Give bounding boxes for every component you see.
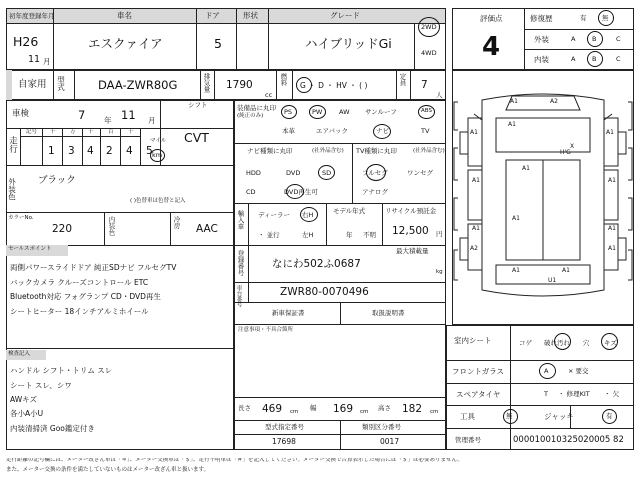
mileage-digit-2: 4 xyxy=(87,145,94,157)
recycle-value: 12,500 xyxy=(392,225,429,237)
inspection-year-unit: 年 xyxy=(104,116,112,125)
mileage-digit-label-1: 十 xyxy=(50,129,56,135)
footer-line1: 走行距離の記号欄には、メーター改ざん車は「＊」、メーター交換車は「＄」、走行不明車は「＃」を記入してください。メーター交換で合算表示した場合には「＄」は必要ありません。 xyxy=(6,458,463,463)
length-cm: cm xyxy=(290,409,299,415)
score-label: 評価点 xyxy=(480,14,503,23)
ext-grade-b: B xyxy=(592,35,597,43)
cc-unit: cc xyxy=(265,91,273,99)
handle-left: 左H xyxy=(302,231,314,239)
diagram-label-1: A2 xyxy=(550,98,558,105)
navi-cd: CD xyxy=(246,188,256,196)
chassis-value: ZWR80-0070496 xyxy=(280,286,369,298)
model-year-unknown: 不明 xyxy=(363,231,376,239)
handle-right: 右H xyxy=(302,211,314,219)
mileage-digit-label-3: 千 xyxy=(88,129,94,135)
grade: ハイブリッドGi xyxy=(305,36,392,51)
selling-point-2: Bluetooth対応 フォグランプ CD・DVD再生 xyxy=(10,292,161,301)
tv-oneseg: ワンセグ xyxy=(407,169,433,177)
registration-value: なにわ502ふ0687 xyxy=(272,258,361,270)
diagram-label-8: A2 xyxy=(470,245,478,252)
interior-label: 内装 xyxy=(534,55,549,64)
model-year-label: モデル年式 xyxy=(333,207,366,215)
windshield-label: フロントガラス xyxy=(452,367,505,376)
class-no-value: 0017 xyxy=(380,437,400,446)
model: DAA-ZWR80G xyxy=(98,78,178,92)
diagram-label-3: A1 xyxy=(470,129,478,136)
color-note: ( )色替車は色替と記入 xyxy=(130,198,186,204)
equip-airbag: エアバック xyxy=(316,127,348,135)
fuel-label: 燃料 xyxy=(279,73,288,86)
navi-type-sub: (社外品含む) xyxy=(312,148,344,154)
tv-analog: アナログ xyxy=(362,188,388,196)
score-value: 4 xyxy=(482,32,501,62)
spare-opt-none: ・ 欠 xyxy=(604,390,620,398)
inspection-month-unit: 月 xyxy=(148,116,156,125)
type-no-label: 型式指定番号 xyxy=(265,423,304,431)
model-label: 型式 xyxy=(56,76,66,91)
height-cm: cm xyxy=(430,409,439,415)
width-value: 169 xyxy=(333,403,354,415)
tv-type-label: TV種類に丸印 xyxy=(356,147,397,155)
diagram-label-4: A1 xyxy=(606,129,614,136)
equipment-sublabel: (純正のみ) xyxy=(237,113,264,119)
mileage-label: 走行 xyxy=(7,136,18,153)
colorno-label: カラーNo. xyxy=(8,215,34,221)
ext-grade-a: A xyxy=(571,35,576,43)
diagram-label-5: A1 xyxy=(472,177,480,184)
fuel-options: G ・ D ・ HV ・ ( ) xyxy=(300,81,368,90)
colorno-interior-label: 内装色 xyxy=(107,216,116,236)
diagram-label-13: A1 xyxy=(608,225,616,232)
spare-opt-t: T xyxy=(544,390,548,398)
mileage-digit-label-0: 記号 xyxy=(26,129,38,135)
diagram-label-15: X xyxy=(570,143,575,150)
tv-type-sub: (社外品含む) xyxy=(413,148,445,154)
diagram-label-6: A1 xyxy=(608,177,616,184)
mgmt-label: 管理番号 xyxy=(455,436,481,444)
exterior-label: 外装 xyxy=(534,35,549,44)
tools-value: 無 xyxy=(506,412,513,420)
diagram-label-0: A1 xyxy=(510,98,518,105)
equip-abs: ABS xyxy=(421,108,432,114)
equip-navi: ナビ xyxy=(376,127,389,135)
diagram-label-17: A1 xyxy=(512,215,520,222)
capacity-label: 定員 xyxy=(398,73,407,86)
navi-hdd: HDD xyxy=(246,169,261,177)
inspector-note-3: 各小A小U xyxy=(10,409,44,418)
doors: 5 xyxy=(214,36,222,51)
mileage-digit-label-4: 百 xyxy=(108,129,114,135)
navi-sd: SD xyxy=(322,169,332,177)
ext-grade-c: C xyxy=(616,35,621,43)
seat-opt-3: 穴 xyxy=(583,339,590,347)
selling-point-0: 両側パワースライドドア 純正SDナビ フルセグTV xyxy=(10,263,177,272)
mileage-digit-5: 5 xyxy=(146,145,153,157)
equip-ps: PS xyxy=(284,108,293,116)
displacement: 1790 xyxy=(226,79,253,91)
height-value: 182 xyxy=(402,403,423,415)
car-name: エスクァイア xyxy=(88,36,163,51)
windshield-opt-x: × 要交 xyxy=(568,367,589,375)
warranty-manual: 取扱説明書 xyxy=(372,309,405,317)
seat-opt-0: コゲ xyxy=(519,339,532,347)
header-labels-bar xyxy=(6,8,446,24)
max-load-label: 最大積載量 xyxy=(396,247,429,255)
type-no-value: 17698 xyxy=(272,437,296,446)
class-no-label: 類別区分番号 xyxy=(362,423,401,431)
selling-point-1: バックカメラ クルーズコントロール ETC xyxy=(10,278,149,287)
drive-4wd: 4WD xyxy=(421,49,437,57)
color-value: ブラック xyxy=(38,175,76,186)
mileage-unit-km: km xyxy=(152,151,163,159)
notes-box-label: 注意事項・不具合箇所 xyxy=(238,327,294,333)
inspection-year: 7 xyxy=(78,108,86,122)
mileage-digit-label-2: 万 xyxy=(70,129,76,135)
grade-label: グレード xyxy=(330,11,360,20)
mileage-unit-mile: マイル xyxy=(150,138,167,144)
seat-label: 室内シート xyxy=(454,336,492,345)
mileage-digit-0: 1 xyxy=(48,145,55,157)
mgmt-no: 000010010325020005 82 xyxy=(513,435,624,445)
equip-pw: PW xyxy=(312,108,323,116)
diagram-label-10: A1 xyxy=(512,267,520,274)
diagram-label-9: A1 xyxy=(608,245,616,252)
spare-opt-kit: ・ 修理KIT xyxy=(558,390,590,398)
equip-sunroof: サンルーフ xyxy=(365,108,397,116)
repair-no: 無 xyxy=(602,14,609,22)
inspector-note-1: シート スレ、シワ xyxy=(10,381,72,390)
length-label: 長さ xyxy=(238,404,251,412)
car-name-label: 車名 xyxy=(117,11,132,20)
equip-tv: TV xyxy=(421,127,430,135)
chassis-label: 車台番号 xyxy=(235,285,242,307)
warranty-new: 新車保証書 xyxy=(272,309,305,317)
windshield-opt-a: A xyxy=(544,367,549,375)
tv-fullseg: フルセグ xyxy=(362,169,388,177)
import-parallel: ・ 並行 xyxy=(258,231,280,239)
tools-label: 工具 xyxy=(460,412,475,421)
navi-dvd-play: DVD再生可 xyxy=(284,188,318,196)
seat-opt-2: 汚れ xyxy=(557,339,570,347)
height-label: 高さ xyxy=(378,404,391,412)
int-grade-b: B xyxy=(592,55,597,63)
colorno-ac-label: 冷房 xyxy=(172,216,181,229)
footer-line2: また、メーター交換の条件を満たしていないものはメーター改ざん車と扱います。 xyxy=(6,467,210,473)
shift: CVT xyxy=(184,130,209,145)
jack-label: ジャッキ xyxy=(544,412,574,421)
seat-opt-1: 破れ xyxy=(544,339,557,347)
capacity: 7 xyxy=(421,79,428,91)
reg-year-label: 初年度登録年月 xyxy=(9,12,55,20)
width-cm: cm xyxy=(360,409,369,415)
inspector-note-4: 内装清掃済 Goo鑑定付き xyxy=(10,424,95,433)
selling-point-3: シートヒーター 18インチアルミホイール xyxy=(10,307,149,316)
shift-label: シフト xyxy=(188,101,208,109)
width-label: 幅 xyxy=(310,404,317,412)
recycle-yen: 円 xyxy=(436,230,443,238)
car-diagram xyxy=(452,70,634,325)
int-grade-a: A xyxy=(571,55,576,63)
diagram-label-2: A1 xyxy=(508,121,516,128)
equip-aw: AW xyxy=(339,108,350,116)
max-load-kg: kg xyxy=(436,269,443,275)
spare-label: スペアタイヤ xyxy=(456,390,501,399)
inspector-note-2: AWキズ xyxy=(10,395,37,404)
recycle-label: リサイクル預託金 xyxy=(385,207,437,215)
import-dealer: ディーラー xyxy=(258,211,290,219)
door-label: ドア xyxy=(205,11,220,20)
diagram-label-11: A1 xyxy=(562,267,570,274)
diagram-label-16: H'G xyxy=(560,149,571,156)
use: 自家用 xyxy=(18,79,47,90)
repair-label: 修復歴 xyxy=(530,14,553,23)
navi-dvd: DVD xyxy=(286,169,301,177)
diagram-label-7: A1 xyxy=(522,165,530,172)
mileage-digit-3: 2 xyxy=(106,145,113,157)
selling-points-label: セールスポイント xyxy=(8,246,52,252)
mileage-digit-label-5: 十 xyxy=(128,129,134,135)
length-value: 469 xyxy=(262,403,283,415)
inspection-month: 11 xyxy=(121,108,136,122)
equip-leather: 本革 xyxy=(282,127,295,135)
int-grade-c: C xyxy=(616,55,621,63)
capacity-unit: 人 xyxy=(436,91,443,99)
inspector-note-0: ハンドル シフト・トリム スレ xyxy=(10,366,113,375)
diagram-label-12: A1 xyxy=(472,225,480,232)
diagram-label-14: U1 xyxy=(548,277,557,284)
navi-type-label: ナビ種類に丸印 xyxy=(247,147,293,155)
equipment-label: 装備品に丸印 xyxy=(237,104,276,112)
shape-label: 形状 xyxy=(243,11,258,20)
seat-opt-4: キズ xyxy=(604,339,617,347)
jack-value: 有 xyxy=(606,412,613,420)
reg-month-unit: 月 xyxy=(43,57,51,66)
colorno-value: 220 xyxy=(52,223,73,235)
repair-yes: 有 xyxy=(580,14,587,22)
inspector-notes-label: 検査記入 xyxy=(8,351,31,357)
inspection-label: 車検 xyxy=(12,109,30,119)
mileage-digit-4: 4 xyxy=(126,145,133,157)
drive-badge: 2WD xyxy=(421,23,437,31)
mileage-digit-1: 3 xyxy=(68,145,75,157)
colorno-ac: AAC xyxy=(196,223,218,235)
registration-label: 登録番号 xyxy=(236,250,245,276)
model-year-unit: 年 xyxy=(346,231,353,239)
displacement-label: 排気量 xyxy=(202,73,211,93)
reg-era: H26 xyxy=(13,34,39,49)
import-label: 輸入車 xyxy=(236,210,245,230)
color-label: 外装色 xyxy=(7,178,17,201)
reg-month: 11 xyxy=(28,54,41,65)
